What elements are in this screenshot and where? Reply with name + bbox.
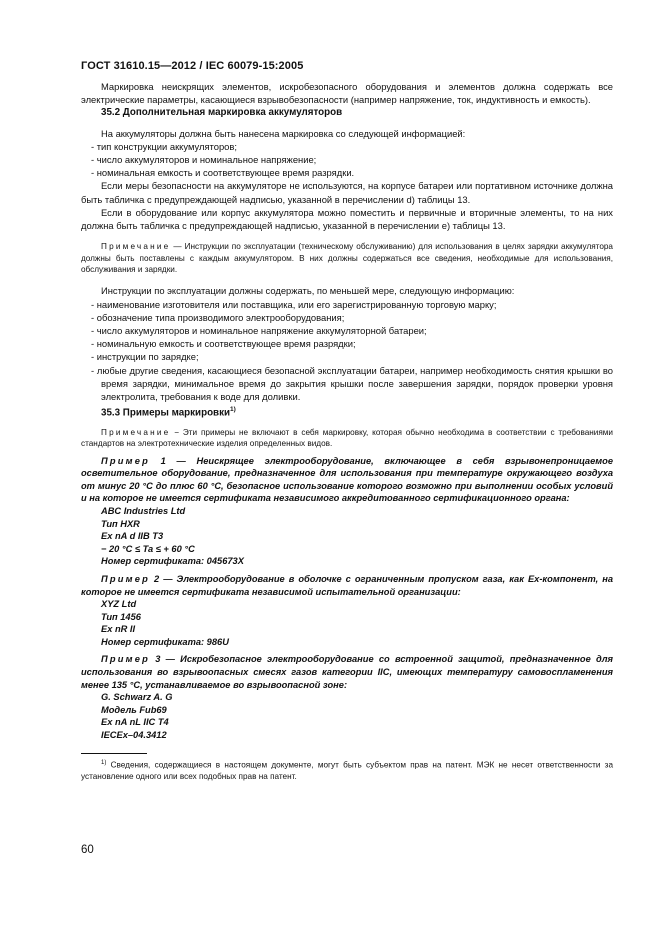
section-35-3-title-text: 35.3 Примеры маркировки (101, 407, 231, 419)
list-item: - тип конструкции аккумуляторов; (81, 140, 613, 153)
example-label: Пример (101, 654, 150, 665)
marking-line: Тип HXR (101, 518, 140, 529)
note-text: − Эти примеры не включают в себя маркировку, которая обычно необходима в соответствии с требованиями стандартов на электротехнические изделия определенных видов. (81, 427, 613, 449)
battery-marking-list (81, 140, 613, 180)
note-label: Примечание (101, 242, 171, 252)
marking-line: Номер сертификата: 045673X (101, 556, 244, 567)
section-35-2-title: 35.2 Дополнительная маркировка аккумуляторов (101, 107, 343, 119)
marking-line: Ex nA d IIB T3 (101, 531, 164, 542)
list-item: - число аккумуляторов и номинальное напряжение; (81, 153, 613, 166)
page-body (81, 80, 613, 782)
list-item: - наименование изготовителя или поставщика, или его зарегистрированную торговую марку; (81, 298, 613, 311)
instructions-lead: Инструкции по эксплуатации должны содержать, по меньшей мере, следующую информацию: (101, 285, 515, 297)
example-text: 1 — Неискрящее электрооборудование, включающее в себя взрывонепроницаемое осветительное оборудование, предназначенное для использования при температуре окружающего воздуха от минус 20 °С до плюс 60 °С, безопасное использование которого возможно при выполнении особых условий и на которое не имеется сертификата независимого аккредитованного сертификационного органа: (81, 455, 613, 504)
list-item: - обозначение типа производимого электрооборудования; (81, 311, 613, 324)
example-1 (81, 455, 613, 505)
note-charging-instructions (81, 241, 613, 275)
marking-line: G. Schwarz A. G (101, 692, 173, 703)
example-text: 2 — Электрооборудование в оболочке с ограниченным пропуском газа, как Ex-компонент, на которое не имеется сертификата независимой испытательной организации: (81, 573, 613, 597)
example-label: Пример (101, 455, 150, 466)
list-item: - инструкции по зарядке; (81, 350, 613, 363)
marking-line: Ex nA nL IIC T4 (101, 717, 169, 728)
note-examples (81, 427, 613, 450)
marking-line: Тип 1456 (101, 611, 141, 622)
note-label: Примечание (101, 427, 171, 437)
example-text: 3 — Искробезопасное электрооборудование со встроенной защитой, предназначенное для использования во взрывоопасных смесях газов категории IIC, имеющих температуру самовоспламенения менее 135 °С, устанавливаемое во взрывоопасной зоне: (81, 654, 613, 690)
marking-line: IECEx–04.3412 (101, 730, 167, 741)
footnote-text: Сведения, содержащиеся в настоящем документе, могут быть субъектом прав на патент. МЭК не несет ответственности за установление одного или всех подобных прав на патент. (81, 760, 613, 781)
marking-line: ABC Industries Ltd (101, 505, 186, 516)
marking-line: Ex nR II (101, 624, 136, 635)
standard-header: ГОСТ 31610.15—2012 / IEC 60079-15:2005 (81, 60, 304, 72)
marking-line: Номер сертификата: 986U (101, 636, 229, 647)
page-number: 60 (81, 844, 94, 856)
section-35-3-title (101, 403, 613, 419)
intro-paragraph: Маркировка неискрящих элементов, искробезопасного оборудования и элементов должна содержать все электрические параметры, касающиеся взрывобезопасности (например напряжение, ток, индуктивность и емкость). (81, 81, 613, 106)
paragraph-safety-measures: Если меры безопасности на аккумуляторе не используются, на корпусе батареи или портативном источнике должна быть табличка с предупреждающей надписью, указанной в перечислении d) таблицы 13. (81, 180, 613, 205)
list-item: - номинальную емкость и соответствующее время разрядки; (81, 337, 613, 350)
marking-line: − 20 °C ≤ Ta ≤ + 60 °C (101, 543, 195, 554)
example-3 (81, 653, 613, 691)
example-2 (81, 573, 613, 598)
paragraph-primary-secondary: Если в оборудование или корпус аккумулятора можно поместить и первичные и вторичные элементы, то на них должна быть табличка с предупреждающей надписью, указанной в перечислении e) таблицы 13. (81, 206, 613, 232)
footnote-ref: 1) (230, 406, 236, 414)
footnote (81, 758, 613, 783)
note-text: — Инструкции по эксплуатации (техническому обслуживанию) для использования в целях зарядки аккумулятора должны быть поставлены с каждым аккумулятором. В них должны содержаться все сведения, необходимые для использования, обслуживания и зарядки. (81, 242, 613, 275)
footnote-marker: 1) (101, 759, 107, 766)
section-35-2-lead: На аккумуляторы должна быть нанесена маркировка со следующей информацией: (101, 127, 466, 139)
footnote-divider (81, 753, 147, 754)
list-item: - номинальная емкость и соответствующее время разрядки. (81, 166, 613, 179)
list-item: - любые другие сведения, касающиеся безопасной эксплуатации батареи, например необходимость снятия крышки во время зарядки, минимальное время до закрытия крышки после завершения зарядки, порядок проверки уровня электролита, требования к воде для доливки. (81, 364, 613, 404)
marking-line: Модель Fub69 (101, 704, 167, 715)
list-item: - число аккумуляторов и номинальное напряжение аккумуляторной батареи; (81, 324, 613, 337)
example-label: Пример (101, 573, 150, 584)
marking-line: XYZ Ltd (101, 599, 137, 610)
instructions-list (81, 298, 613, 404)
